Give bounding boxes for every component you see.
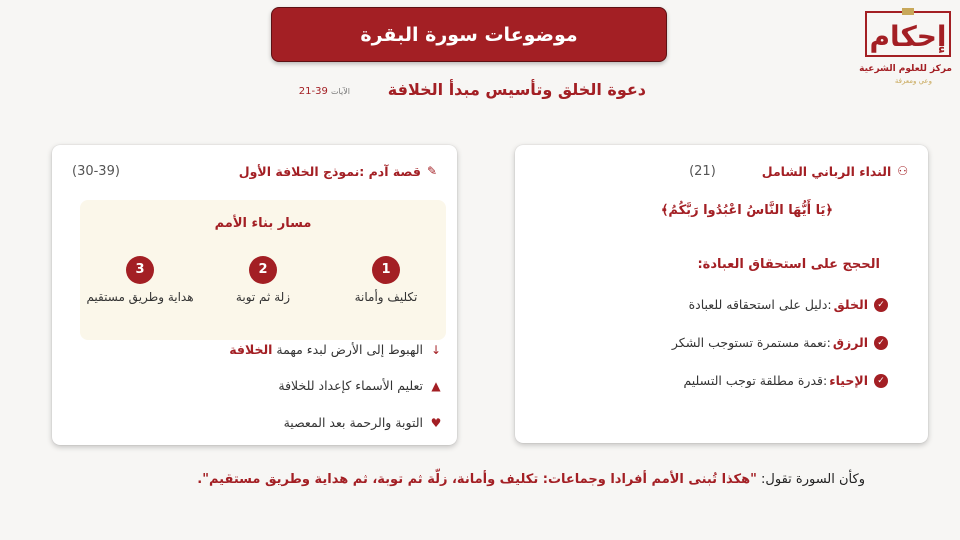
step-number: 1: [372, 256, 400, 284]
path-title: مسار بناء الأمم: [214, 216, 312, 231]
summary-statement: [197, 472, 865, 487]
quran-verse: ﴿يَا أَيُّهَا النَّاسُ اعْبُدُوا رَبَّكُمُ﴾: [660, 203, 833, 218]
verses-range: [270, 86, 350, 97]
card-range: (30-39): [72, 163, 120, 179]
heart-icon: ♥: [430, 415, 442, 430]
card-header: [535, 161, 908, 181]
check-circle-icon: ✓: [874, 298, 888, 312]
logo-line1: مركز للعلوم الشرعية: [859, 64, 952, 74]
arguments-title: الحجج على استحقاق العبادة:: [697, 257, 880, 272]
summary-quote: "هكذا تُبنى الأمم أفرادا وجماعات: تكليف وأمانة، زلّة ثم توبة، ثم هداية وطريق مستقيم".: [197, 472, 757, 487]
logo-mark-text: إحكام: [869, 20, 947, 53]
users-icon: ⚇: [897, 164, 908, 178]
path-step: [203, 256, 323, 304]
logo-mark: [862, 8, 954, 60]
verses-numbers: 39-21: [298, 86, 328, 97]
step-label: تكليف وأمانة: [354, 290, 418, 304]
logo: [858, 8, 958, 88]
argument-text: :قدرة مطلقة توجب التسليم: [683, 373, 828, 388]
argument-item: [672, 335, 888, 350]
path-step: [326, 256, 446, 304]
argument-key: الخلق: [833, 297, 868, 312]
story-point: [229, 342, 443, 357]
argument-text: :نعمة مستمرة تستوجب الشكر: [671, 335, 831, 350]
card-range: (21): [689, 163, 716, 179]
argument-key: الرزق: [832, 335, 868, 350]
nations-path-panel: [80, 200, 446, 340]
scroll-icon: ✎: [426, 164, 437, 178]
section-subtitle: دعوة الخلق وتأسيس مبدأ الخلافة: [387, 80, 646, 99]
card-universal-call: [515, 145, 928, 443]
page-title-banner: [271, 7, 667, 62]
story-point: [278, 378, 443, 393]
summary-lead: وكأن السورة تقول:: [756, 472, 865, 487]
step-number: 2: [249, 256, 277, 284]
check-circle-icon: ✓: [874, 374, 888, 388]
step-label: زلة ثم توبة: [235, 290, 291, 304]
card-header: [72, 161, 437, 181]
step-label: هداية وطريق مستقيم: [86, 290, 194, 304]
story-point: [284, 415, 443, 430]
graduation-cap-icon: ▲: [431, 378, 441, 393]
page-title: موضوعات سورة البقرة: [360, 23, 578, 46]
card-adam-story: [52, 145, 457, 445]
step-number: 3: [126, 256, 154, 284]
argument-text: :دليل على استحقاقه للعبادة: [688, 297, 832, 312]
argument-key: الإحياء: [829, 373, 868, 388]
arrow-down-icon: ↓: [430, 342, 442, 357]
card-title: النداء الرباني الشامل: [761, 163, 892, 179]
argument-item: [683, 373, 888, 388]
card-title: قصة آدم :نموذج الخلافة الأول: [238, 163, 421, 179]
logo-line2: وعي ومعرفة: [894, 77, 932, 85]
path-step: [80, 256, 200, 304]
point-text: التوبة والرحمة بعد المعصية: [283, 415, 423, 430]
check-circle-icon: ✓: [874, 336, 888, 350]
verses-label: الآيات: [331, 87, 350, 96]
point-text: الهبوط إلى الأرض لبدء مهمة الخلافة: [229, 342, 423, 357]
point-text: تعليم الأسماء كإعداد للخلافة: [278, 378, 423, 393]
argument-item: [689, 297, 888, 312]
